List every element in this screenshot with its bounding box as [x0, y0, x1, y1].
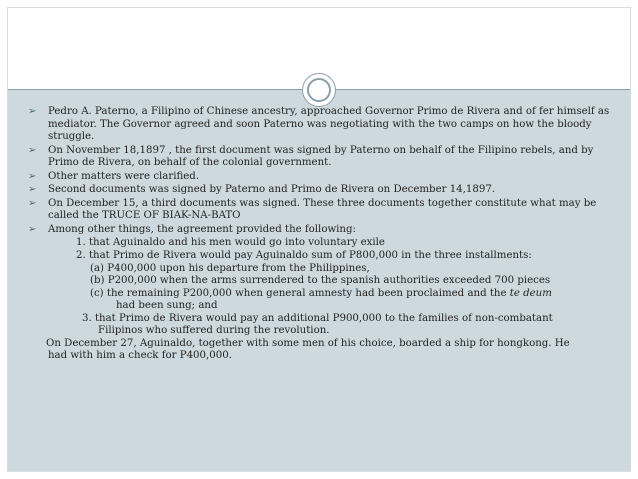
- closing-line-1: On December 27, Aguinaldo, together with some men of his choice, boarded a ship for hongkong. He: [46, 337, 570, 349]
- arrow-bullet-icon: ➢: [28, 223, 37, 235]
- bullet-text: On December 15, a third documents was signed. These three documents together constitute what may be called the TRUCE OF BIAK-NA-BATO: [48, 197, 597, 222]
- provision-2c-text: (c) the remaining P200,000 when general amnesty had been proclaimed and the: [90, 287, 510, 299]
- bullet-text: Second documents was signed by Paterno and Primo de Rivera on December 14,1897.: [48, 184, 496, 196]
- bullet-item: [26, 171, 616, 184]
- provision-1: 1. that Aguinaldo and his men would go into voluntary exile: [76, 237, 385, 249]
- arrow-bullet-icon: ➢: [28, 184, 37, 196]
- slide-body-text: [26, 106, 616, 363]
- provision-2c-continued: had been sung; and: [116, 300, 218, 312]
- bullet-item: [26, 184, 616, 197]
- provision-2: 2. that Primo de Rivera would pay Aguinaldo sum of P800,000 in the three installments:: [76, 250, 532, 262]
- arrow-bullet-icon: ➢: [28, 106, 37, 117]
- circle-ornament-inner: [307, 78, 331, 102]
- provision-2b: (b) P200,000 when the arms surrendered to the spanish authorities exceeded 700 pieces: [90, 275, 551, 287]
- bullet-item: [26, 198, 616, 223]
- provision-3: 3. that Primo de Rivera would pay an additional P900,000 to the families of non-combatant: [82, 312, 553, 324]
- arrow-bullet-icon: ➢: [28, 197, 37, 209]
- arrow-bullet-icon: ➢: [28, 170, 37, 182]
- bullet-text: Among other things, the agreement provided the following:: [48, 223, 356, 235]
- bullet-item: [26, 224, 616, 237]
- bullet-text: On November 18,1897 , the first document was signed by Paterno on behalf of the Filipino rebels, and by Primo de Rivera, on behalf of the colonial government.: [48, 144, 594, 169]
- provision-2c-italic: te deum: [509, 287, 552, 299]
- bullet-text: Pedro A. Paterno, a Filipino of Chinese ancestry, approached Governor Primo de Rivera and of fer himself as mediator. The Governor agreed and soon Paterno was negotiating with the two camps on how the bloody struggle.: [48, 106, 610, 143]
- circle-ornament-icon: [302, 73, 336, 107]
- bullet-item: [26, 106, 616, 144]
- bullet-item: [26, 145, 616, 170]
- closing-line-2: had with him a check for P400,000.: [48, 350, 232, 362]
- provision-2c: [26, 288, 616, 301]
- arrow-bullet-icon: ➢: [28, 144, 37, 156]
- provision-2a: (a) P400,000 upon his departure from the Philippines,: [90, 262, 370, 274]
- provision-3-continued: Filipinos who suffered during the revolution.: [98, 325, 330, 337]
- bullet-text: Other matters were clarified.: [48, 170, 200, 182]
